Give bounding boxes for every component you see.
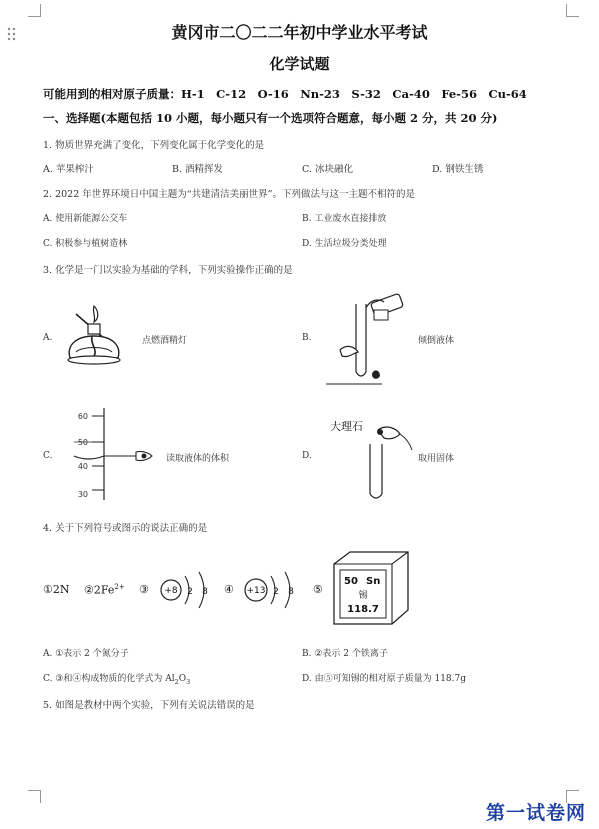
question-3-option-c-caption: 读取液体的体积 — [166, 454, 230, 464]
symbol-item-2-charge: 2+ — [114, 583, 125, 591]
question-3-option-a-letter[interactable]: A. — [43, 333, 53, 343]
question-1-option-c[interactable]: C. 冰块融化 — [302, 164, 353, 175]
corner-mark-top-right — [566, 4, 579, 17]
question-3-option-a-caption: 点燃酒精灯 — [142, 336, 188, 346]
cylinder-tick-label: 50 — [77, 438, 88, 447]
symbol-item-1: ①2N — [43, 583, 70, 596]
question-4-option-b[interactable]: B. ②表示 2 个铁离子 — [302, 649, 388, 659]
symbol-item-3-label: ③ — [139, 583, 149, 596]
tin-periodic-table-cell — [328, 548, 412, 628]
question-4-option-c-text: C. ③和④构成物质的化学式为 Al — [43, 674, 175, 684]
marble-label: 大理石 — [330, 420, 363, 433]
cylinder-tick-label: 60 — [77, 412, 88, 421]
aluminum-nucleus-charge: +13 — [246, 586, 266, 596]
aluminum-shell-2: 8 — [288, 587, 294, 597]
oxygen-atom-structure-diagram — [153, 564, 217, 616]
corner-mark-bottom-left — [28, 790, 41, 803]
pouring-liquid-illustration — [322, 290, 412, 386]
question-1-option-b[interactable]: B. 酒精挥发 — [172, 164, 224, 175]
tin-symbol: Sn — [366, 576, 381, 587]
symbol-item-2-text: ②2Fe — [84, 583, 115, 597]
cylinder-tick-label: 30 — [77, 490, 88, 499]
question-2-option-c[interactable]: C. 积极参与植树造林 — [43, 239, 128, 249]
tin-atomic-mass: 118.7 — [347, 604, 379, 615]
question-2-option-b[interactable]: B. 工业废水直接排放 — [302, 214, 387, 224]
question-4-option-a[interactable]: A. ①表示 2 个氮分子 — [43, 649, 129, 659]
question-2-option-a[interactable]: A. 使用新能源公交车 — [43, 214, 128, 224]
question-2-stem: 2. 2022 年世界环境日中国主题为“共建清洁美丽世界”。下列做法与这一主题不相符的是 — [43, 189, 415, 200]
question-2-option-d[interactable]: D. 生活垃圾分类处理 — [302, 239, 387, 249]
question-3-option-b-letter[interactable]: B. — [302, 333, 312, 343]
cylinder-tick-label: 40 — [77, 462, 88, 471]
measuring-cylinder-illustration — [70, 404, 160, 500]
aluminum-shell-1: 2 — [273, 587, 279, 597]
question-4-stem: 4. 关于下列符号或图示的说法正确的是 — [43, 523, 208, 534]
tin-atomic-number: 50 — [344, 576, 358, 587]
question-5-stem: 5. 如图是教材中两个实验，下列有关说法错误的是 — [43, 700, 255, 711]
symbol-item-4-label: ④ — [224, 583, 234, 596]
symbol-item-5-label: ⑤ — [313, 583, 323, 596]
oxygen-shell-1: 2 — [187, 587, 193, 597]
question-4-option-c[interactable] — [43, 671, 190, 686]
oxygen-shell-2: 8 — [202, 587, 208, 597]
question-3-option-d-letter[interactable]: D. — [302, 451, 312, 461]
aluminum-ion-structure-diagram — [238, 564, 302, 616]
exam-subtitle: 化学试题 — [269, 55, 330, 73]
question-3-option-b-caption: 倾倒液体 — [418, 336, 455, 346]
tin-element-name: 锡 — [358, 591, 368, 601]
formula-subscript-1: 2 — [174, 677, 179, 686]
section-one-heading: 一、选择题(本题包括 10 小题，每小题只有一个选项符合题意，每小题 2 分，共 20 分) — [43, 111, 498, 125]
corner-mark-top-left — [28, 4, 41, 17]
oxygen-nucleus-charge: +8 — [164, 586, 178, 596]
exam-title: 黄冈市二〇二二年初中学业水平考试 — [171, 23, 428, 42]
site-watermark: 第一试卷网 — [486, 802, 587, 824]
formula-subscript-2: 3 — [186, 677, 191, 686]
symbol-item-2 — [84, 583, 125, 597]
question-1-option-a[interactable]: A. 苹果榨汁 — [43, 164, 94, 175]
question-3-stem: 3. 化学是一门以实验为基础的学科，下列实验操作正确的是 — [43, 265, 293, 276]
alcohol-lamp-illustration — [62, 300, 132, 372]
question-1-stem: 1. 物质世界充满了变化，下列变化属于化学变化的是 — [43, 140, 265, 151]
question-4-option-d[interactable]: D. 由⑤可知锡的相对原子质量为 118.7g — [302, 674, 467, 684]
question-3-option-c-letter[interactable]: C. — [43, 451, 53, 461]
taking-solid-illustration — [356, 420, 416, 504]
atomic-masses-line: 可能用到的相对原子质量：H-1 C-12 O-16 Nn-23 S-32 Ca-40 Fe-56 Cu-64 — [43, 87, 527, 101]
question-3-option-d-caption: 取用固体 — [418, 454, 455, 464]
formula-oxygen: O — [178, 674, 187, 684]
question-1-option-d[interactable]: D. 钢铁生锈 — [432, 164, 484, 175]
